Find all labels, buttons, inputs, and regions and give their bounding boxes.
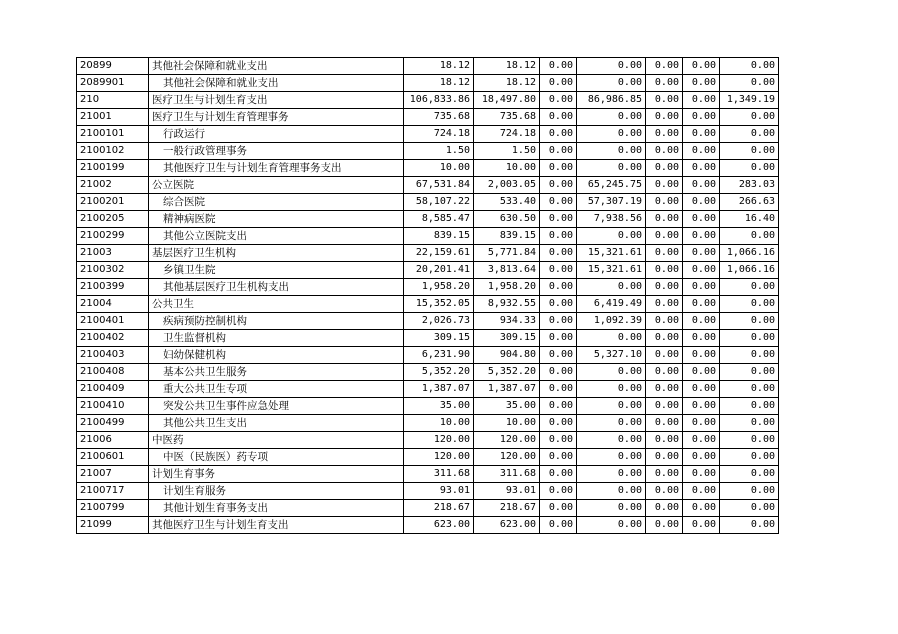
subject-name-cell: 中医药	[149, 432, 404, 449]
subject-name-cell: 综合医院	[149, 194, 404, 211]
subject-name-cell: 一般行政管理事务	[149, 143, 404, 160]
amount-cell: 0.00	[683, 58, 720, 75]
subject-name-cell: 其他医疗卫生与计划生育管理事务支出	[149, 160, 404, 177]
amount-cell: 0.00	[540, 92, 577, 109]
subject-code-cell: 2100408	[77, 364, 149, 381]
table-row	[77, 313, 779, 330]
amount-cell: 15,321.61	[577, 262, 646, 279]
amount-cell: 1,958.20	[474, 279, 540, 296]
amount-cell: 839.15	[474, 228, 540, 245]
subject-code-cell: 21099	[77, 517, 149, 534]
subject-code-cell: 2089901	[77, 75, 149, 92]
amount-cell: 58,107.22	[404, 194, 474, 211]
amount-cell: 0.00	[720, 449, 779, 466]
subject-name-cell: 其他基层医疗卫生机构支出	[149, 279, 404, 296]
amount-cell: 0.00	[540, 313, 577, 330]
amount-cell: 0.00	[540, 330, 577, 347]
amount-cell: 35.00	[404, 398, 474, 415]
amount-cell: 120.00	[474, 449, 540, 466]
amount-cell: 0.00	[540, 500, 577, 517]
table-row	[77, 364, 779, 381]
amount-cell: 1,387.07	[404, 381, 474, 398]
subject-name-cell: 其他公立医院支出	[149, 228, 404, 245]
amount-cell: 0.00	[646, 296, 683, 313]
amount-cell: 15,321.61	[577, 245, 646, 262]
amount-cell: 0.00	[683, 279, 720, 296]
subject-name-cell: 卫生监督机构	[149, 330, 404, 347]
subject-name-cell: 精神病医院	[149, 211, 404, 228]
subject-name-cell: 计划生育服务	[149, 483, 404, 500]
amount-cell: 0.00	[720, 143, 779, 160]
amount-cell: 0.00	[577, 364, 646, 381]
amount-cell: 0.00	[540, 160, 577, 177]
subject-code-cell: 2100199	[77, 160, 149, 177]
amount-cell: 0.00	[577, 126, 646, 143]
subject-name-cell: 其他社会保障和就业支出	[149, 75, 404, 92]
amount-cell: 5,327.10	[577, 347, 646, 364]
amount-cell: 0.00	[646, 245, 683, 262]
table-row	[77, 58, 779, 75]
amount-cell: 8,932.55	[474, 296, 540, 313]
amount-cell: 0.00	[577, 398, 646, 415]
amount-cell: 0.00	[683, 398, 720, 415]
amount-cell: 0.00	[577, 449, 646, 466]
table-row	[77, 228, 779, 245]
table-row	[77, 279, 779, 296]
amount-cell: 0.00	[646, 347, 683, 364]
amount-cell: 67,531.84	[404, 177, 474, 194]
amount-cell: 724.18	[474, 126, 540, 143]
amount-cell: 0.00	[646, 500, 683, 517]
subject-code-cell: 2100403	[77, 347, 149, 364]
table-row	[77, 126, 779, 143]
amount-cell: 0.00	[683, 381, 720, 398]
subject-code-cell: 2100601	[77, 449, 149, 466]
subject-name-cell: 行政运行	[149, 126, 404, 143]
amount-cell: 0.00	[683, 126, 720, 143]
amount-cell: 0.00	[540, 75, 577, 92]
amount-cell: 5,352.20	[404, 364, 474, 381]
amount-cell: 0.00	[646, 143, 683, 160]
subject-name-cell: 妇幼保健机构	[149, 347, 404, 364]
amount-cell: 120.00	[404, 432, 474, 449]
table-row	[77, 245, 779, 262]
amount-cell: 18.12	[474, 58, 540, 75]
amount-cell: 8,585.47	[404, 211, 474, 228]
amount-cell: 0.00	[683, 364, 720, 381]
amount-cell: 0.00	[646, 330, 683, 347]
amount-cell: 934.33	[474, 313, 540, 330]
amount-cell: 0.00	[720, 126, 779, 143]
amount-cell: 2,026.73	[404, 313, 474, 330]
subject-code-cell: 21007	[77, 466, 149, 483]
amount-cell: 0.00	[683, 432, 720, 449]
amount-cell: 0.00	[720, 330, 779, 347]
amount-cell: 0.00	[540, 364, 577, 381]
amount-cell: 5,352.20	[474, 364, 540, 381]
amount-cell: 106,833.86	[404, 92, 474, 109]
amount-cell: 0.00	[646, 75, 683, 92]
amount-cell: 735.68	[474, 109, 540, 126]
amount-cell: 309.15	[404, 330, 474, 347]
subject-code-cell: 2100102	[77, 143, 149, 160]
amount-cell: 904.80	[474, 347, 540, 364]
table-row	[77, 347, 779, 364]
amount-cell: 0.00	[646, 194, 683, 211]
table-row	[77, 143, 779, 160]
amount-cell: 0.00	[577, 75, 646, 92]
amount-cell: 724.18	[404, 126, 474, 143]
amount-cell: 0.00	[577, 228, 646, 245]
amount-cell: 0.00	[540, 126, 577, 143]
amount-cell: 0.00	[646, 432, 683, 449]
amount-cell: 0.00	[720, 466, 779, 483]
amount-cell: 0.00	[540, 347, 577, 364]
amount-cell: 0.00	[646, 92, 683, 109]
amount-cell: 18.12	[404, 75, 474, 92]
amount-cell: 0.00	[683, 330, 720, 347]
amount-cell: 0.00	[720, 398, 779, 415]
table-row	[77, 517, 779, 534]
amount-cell: 0.00	[646, 160, 683, 177]
amount-cell: 0.00	[540, 262, 577, 279]
amount-cell: 0.00	[683, 296, 720, 313]
subject-code-cell: 2100101	[77, 126, 149, 143]
table-row	[77, 109, 779, 126]
amount-cell: 0.00	[683, 92, 720, 109]
amount-cell: 0.00	[577, 432, 646, 449]
amount-cell: 93.01	[404, 483, 474, 500]
subject-name-cell: 重大公共卫生专项	[149, 381, 404, 398]
amount-cell: 1.50	[474, 143, 540, 160]
table-row	[77, 432, 779, 449]
table-row	[77, 296, 779, 313]
subject-code-cell: 21003	[77, 245, 149, 262]
amount-cell: 735.68	[404, 109, 474, 126]
subject-code-cell: 210	[77, 92, 149, 109]
amount-cell: 10.00	[474, 415, 540, 432]
subject-name-cell: 公立医院	[149, 177, 404, 194]
amount-cell: 15,352.05	[404, 296, 474, 313]
amount-cell: 1,958.20	[404, 279, 474, 296]
amount-cell: 0.00	[540, 432, 577, 449]
amount-cell: 0.00	[646, 58, 683, 75]
amount-cell: 0.00	[720, 58, 779, 75]
amount-cell: 65,245.75	[577, 177, 646, 194]
amount-cell: 0.00	[577, 466, 646, 483]
amount-cell: 0.00	[720, 109, 779, 126]
subject-code-cell: 2100499	[77, 415, 149, 432]
amount-cell: 0.00	[720, 160, 779, 177]
table-row	[77, 177, 779, 194]
amount-cell: 10.00	[474, 160, 540, 177]
amount-cell: 0.00	[646, 109, 683, 126]
amount-cell: 0.00	[540, 228, 577, 245]
amount-cell: 1,066.16	[720, 262, 779, 279]
subject-code-cell: 2100401	[77, 313, 149, 330]
subject-name-cell: 突发公共卫生事件应急处理	[149, 398, 404, 415]
amount-cell: 0.00	[540, 109, 577, 126]
amount-cell: 6,419.49	[577, 296, 646, 313]
amount-cell: 0.00	[683, 449, 720, 466]
subject-code-cell: 21002	[77, 177, 149, 194]
amount-cell: 0.00	[720, 483, 779, 500]
amount-cell: 18,497.80	[474, 92, 540, 109]
amount-cell: 0.00	[646, 483, 683, 500]
amount-cell: 0.00	[683, 483, 720, 500]
amount-cell: 218.67	[404, 500, 474, 517]
amount-cell: 2,003.05	[474, 177, 540, 194]
amount-cell: 0.00	[540, 58, 577, 75]
amount-cell: 0.00	[540, 194, 577, 211]
amount-cell: 623.00	[474, 517, 540, 534]
amount-cell: 5,771.84	[474, 245, 540, 262]
amount-cell: 0.00	[646, 177, 683, 194]
amount-cell: 0.00	[720, 517, 779, 534]
amount-cell: 0.00	[683, 313, 720, 330]
amount-cell: 0.00	[577, 109, 646, 126]
amount-cell: 6,231.90	[404, 347, 474, 364]
amount-cell: 0.00	[577, 381, 646, 398]
amount-cell: 1,092.39	[577, 313, 646, 330]
table-row	[77, 398, 779, 415]
table-row	[77, 92, 779, 109]
amount-cell: 0.00	[577, 143, 646, 160]
amount-cell: 0.00	[646, 364, 683, 381]
amount-cell: 0.00	[683, 228, 720, 245]
amount-cell: 0.00	[720, 347, 779, 364]
amount-cell: 0.00	[540, 449, 577, 466]
subject-name-cell: 其他社会保障和就业支出	[149, 58, 404, 75]
subject-code-cell: 2100409	[77, 381, 149, 398]
amount-cell: 0.00	[540, 279, 577, 296]
amount-cell: 0.00	[683, 160, 720, 177]
table-row	[77, 194, 779, 211]
subject-name-cell: 基本公共卫生服务	[149, 364, 404, 381]
table-row	[77, 483, 779, 500]
amount-cell: 0.00	[683, 109, 720, 126]
amount-cell: 0.00	[720, 313, 779, 330]
amount-cell: 120.00	[474, 432, 540, 449]
amount-cell: 0.00	[577, 279, 646, 296]
amount-cell: 0.00	[720, 75, 779, 92]
amount-cell: 0.00	[540, 245, 577, 262]
amount-cell: 0.00	[577, 517, 646, 534]
subject-name-cell: 其他医疗卫生与计划生育支出	[149, 517, 404, 534]
amount-cell: 0.00	[683, 347, 720, 364]
amount-cell: 1,066.16	[720, 245, 779, 262]
amount-cell: 0.00	[683, 177, 720, 194]
amount-cell: 0.00	[720, 364, 779, 381]
amount-cell: 0.00	[540, 517, 577, 534]
budget-table	[76, 57, 779, 534]
amount-cell: 0.00	[540, 143, 577, 160]
amount-cell: 93.01	[474, 483, 540, 500]
amount-cell: 0.00	[646, 279, 683, 296]
amount-cell: 0.00	[646, 517, 683, 534]
amount-cell: 0.00	[683, 262, 720, 279]
subject-code-cell: 2100201	[77, 194, 149, 211]
subject-name-cell: 基层医疗卫生机构	[149, 245, 404, 262]
amount-cell: 0.00	[540, 466, 577, 483]
amount-cell: 57,307.19	[577, 194, 646, 211]
amount-cell: 0.00	[720, 415, 779, 432]
table-row	[77, 466, 779, 483]
amount-cell: 266.63	[720, 194, 779, 211]
table-row	[77, 262, 779, 279]
amount-cell: 0.00	[646, 466, 683, 483]
amount-cell: 10.00	[404, 160, 474, 177]
amount-cell: 0.00	[577, 160, 646, 177]
amount-cell: 0.00	[720, 279, 779, 296]
amount-cell: 0.00	[720, 381, 779, 398]
subject-code-cell: 2100399	[77, 279, 149, 296]
amount-cell: 0.00	[720, 500, 779, 517]
amount-cell: 0.00	[540, 177, 577, 194]
amount-cell: 18.12	[404, 58, 474, 75]
amount-cell: 630.50	[474, 211, 540, 228]
amount-cell: 311.68	[474, 466, 540, 483]
amount-cell: 0.00	[683, 500, 720, 517]
subject-code-cell: 2100410	[77, 398, 149, 415]
amount-cell: 0.00	[540, 483, 577, 500]
amount-cell: 0.00	[646, 449, 683, 466]
amount-cell: 0.00	[683, 466, 720, 483]
table-row	[77, 415, 779, 432]
amount-cell: 86,986.85	[577, 92, 646, 109]
amount-cell: 0.00	[540, 415, 577, 432]
amount-cell: 0.00	[540, 381, 577, 398]
amount-cell: 0.00	[683, 143, 720, 160]
amount-cell: 1,349.19	[720, 92, 779, 109]
amount-cell: 0.00	[683, 245, 720, 262]
subject-code-cell: 2100302	[77, 262, 149, 279]
amount-cell: 0.00	[540, 211, 577, 228]
amount-cell: 1,387.07	[474, 381, 540, 398]
subject-code-cell: 21004	[77, 296, 149, 313]
subject-name-cell: 其他计划生育事务支出	[149, 500, 404, 517]
amount-cell: 533.40	[474, 194, 540, 211]
table-row	[77, 160, 779, 177]
amount-cell: 309.15	[474, 330, 540, 347]
amount-cell: 0.00	[646, 398, 683, 415]
amount-cell: 3,813.64	[474, 262, 540, 279]
subject-code-cell: 2100402	[77, 330, 149, 347]
amount-cell: 0.00	[540, 296, 577, 313]
table-row	[77, 500, 779, 517]
amount-cell: 0.00	[646, 211, 683, 228]
amount-cell: 0.00	[646, 381, 683, 398]
amount-cell: 0.00	[646, 262, 683, 279]
amount-cell: 0.00	[646, 313, 683, 330]
amount-cell: 0.00	[683, 415, 720, 432]
subject-code-cell: 2100299	[77, 228, 149, 245]
amount-cell: 0.00	[720, 432, 779, 449]
amount-cell: 0.00	[646, 126, 683, 143]
subject-code-cell: 2100205	[77, 211, 149, 228]
amount-cell: 0.00	[683, 517, 720, 534]
amount-cell: 0.00	[683, 211, 720, 228]
amount-cell: 16.40	[720, 211, 779, 228]
table-body	[77, 58, 779, 534]
table-row	[77, 330, 779, 347]
amount-cell: 0.00	[720, 296, 779, 313]
amount-cell: 623.00	[404, 517, 474, 534]
amount-cell: 218.67	[474, 500, 540, 517]
amount-cell: 0.00	[540, 398, 577, 415]
amount-cell: 0.00	[577, 483, 646, 500]
amount-cell: 0.00	[683, 75, 720, 92]
amount-cell: 7,938.56	[577, 211, 646, 228]
amount-cell: 18.12	[474, 75, 540, 92]
subject-name-cell: 公共卫生	[149, 296, 404, 313]
table-row	[77, 381, 779, 398]
amount-cell: 10.00	[404, 415, 474, 432]
amount-cell: 0.00	[577, 58, 646, 75]
amount-cell: 311.68	[404, 466, 474, 483]
subject-name-cell: 医疗卫生与计划生育管理事务	[149, 109, 404, 126]
subject-name-cell: 医疗卫生与计划生育支出	[149, 92, 404, 109]
table-row	[77, 75, 779, 92]
subject-code-cell: 2100799	[77, 500, 149, 517]
subject-code-cell: 2100717	[77, 483, 149, 500]
amount-cell: 0.00	[646, 415, 683, 432]
subject-name-cell: 乡镇卫生院	[149, 262, 404, 279]
table-row	[77, 449, 779, 466]
subject-code-cell: 21006	[77, 432, 149, 449]
subject-name-cell: 其他公共卫生支出	[149, 415, 404, 432]
amount-cell: 839.15	[404, 228, 474, 245]
subject-name-cell: 疾病预防控制机构	[149, 313, 404, 330]
subject-name-cell: 中医（民族医）药专项	[149, 449, 404, 466]
amount-cell: 120.00	[404, 449, 474, 466]
table-row	[77, 211, 779, 228]
amount-cell: 1.50	[404, 143, 474, 160]
subject-code-cell: 20899	[77, 58, 149, 75]
amount-cell: 0.00	[683, 194, 720, 211]
amount-cell: 35.00	[474, 398, 540, 415]
amount-cell: 0.00	[577, 330, 646, 347]
amount-cell: 0.00	[646, 228, 683, 245]
amount-cell: 0.00	[720, 228, 779, 245]
subject-name-cell: 计划生育事务	[149, 466, 404, 483]
amount-cell: 22,159.61	[404, 245, 474, 262]
subject-code-cell: 21001	[77, 109, 149, 126]
amount-cell: 0.00	[577, 500, 646, 517]
amount-cell: 0.00	[577, 415, 646, 432]
amount-cell: 283.03	[720, 177, 779, 194]
amount-cell: 20,201.41	[404, 262, 474, 279]
